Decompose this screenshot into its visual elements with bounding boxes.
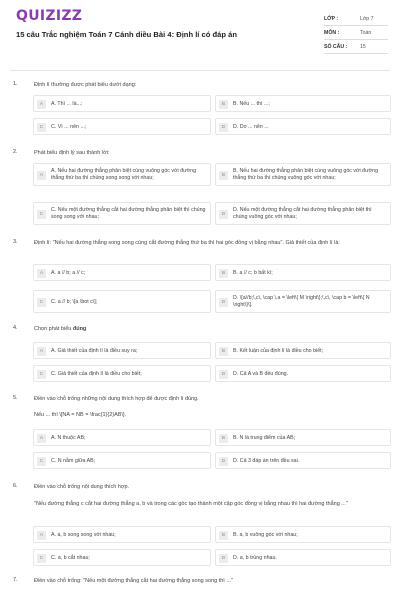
meta-row-grade	[324, 12, 388, 26]
option-a[interactable]	[33, 264, 211, 281]
question-subtext: Nếu ... thì \[NA = NB = \frac{1}{2}AB\].	[34, 412, 127, 418]
question-text-plain: Chọn phát biểu	[34, 326, 73, 332]
option-b[interactable]	[215, 264, 391, 281]
meta-row-subject	[324, 26, 388, 40]
meta-value: Lớp 7	[360, 16, 374, 22]
question-subtext: "Nếu đường thẳng c cắt hai đường thẳng a, b và trong các góc tạo thành một cặp góc đồng vị bằng nhau thì hai đường thẳng ..."	[34, 501, 348, 507]
option-c[interactable]	[33, 202, 211, 225]
option-letter: A	[37, 531, 46, 540]
option-letter: B	[219, 100, 228, 109]
option-b[interactable]	[215, 163, 391, 186]
option-c[interactable]	[33, 452, 211, 469]
option-b[interactable]	[215, 95, 391, 112]
option-b[interactable]	[215, 526, 391, 543]
option-a[interactable]	[33, 429, 211, 446]
option-letter: A	[37, 347, 46, 356]
question-number: 1.	[13, 81, 18, 87]
option-letter: A	[37, 171, 46, 180]
option-text: A. N thuộc AB;	[51, 435, 86, 441]
option-text: A. Thì ... là...;	[51, 101, 83, 107]
option-d[interactable]	[215, 365, 391, 382]
header	[0, 0, 400, 64]
option-letter: B	[219, 269, 228, 278]
option-letter: D	[219, 298, 228, 307]
question-text: Điền vào chỗ trống những nội dung thích hợp để được định lí đúng.	[34, 396, 199, 402]
option-text: A. Giả thiết của định lí là điều suy ra;	[51, 348, 138, 354]
meta-table	[324, 12, 388, 54]
option-text: B. Nếu hai đường thẳng phân biệt cùng vuông góc với đường thẳng thứ ba thì chúng vuông góc với nhau;	[233, 168, 379, 181]
option-a[interactable]	[33, 95, 211, 112]
question-number: 5.	[13, 395, 18, 401]
question-text: Định lí: "Nếu hai đường thẳng song song cùng cắt đường thẳng thứ ba thì hai góc đồng vị bằng nhau". Giả thiết của định lí là:	[34, 240, 340, 246]
option-text: D. Nếu một đường thẳng cắt hai đường thẳng phân biệt thì chúng vuông góc với nhau;	[233, 207, 372, 220]
option-letter: D	[219, 457, 228, 466]
option-b[interactable]	[215, 342, 391, 359]
option-letter: A	[37, 434, 46, 443]
option-letter: A	[37, 100, 46, 109]
option-text: C. N nằm giữa AB;	[51, 458, 96, 464]
option-d[interactable]	[215, 118, 391, 135]
question-text: Điền vào chỗ trống nội dung thích hợp.	[34, 484, 130, 490]
option-text: D. Do ... nên ...	[233, 124, 269, 130]
option-text: D. Cả A và B đều đúng.	[233, 371, 289, 377]
option-letter: D	[219, 554, 228, 563]
option-a[interactable]	[33, 342, 211, 359]
quizizz-logo[interactable]: QUIZIZZ	[16, 8, 83, 24]
option-letter: C	[37, 298, 46, 307]
option-letter: C	[37, 554, 46, 563]
meta-value: Toán	[360, 30, 372, 36]
meta-key: SỐ CÂU :	[324, 44, 348, 50]
question-number: 3.	[13, 239, 18, 245]
option-text: B. Nếu ... thì ...;	[233, 101, 270, 107]
option-text: C. a // b; \[a \bot c\];	[51, 299, 98, 305]
option-text: A. Nếu hai đường thẳng phân biệt cùng vuông góc với đường thẳng thứ ba thì chúng song song với nhau;	[51, 168, 197, 181]
question-number: 6.	[13, 483, 18, 489]
page-title: 15 câu Trắc nghiệm Toán 7 Cánh diều Bài 4: Định lí có đáp án	[16, 30, 237, 39]
question-number: 7.	[13, 577, 18, 583]
option-c[interactable]	[33, 118, 211, 135]
question-number: 4.	[13, 325, 18, 331]
option-b[interactable]	[215, 429, 391, 446]
option-letter: C	[37, 210, 46, 219]
option-text: A. a // b; a // c;	[51, 270, 86, 276]
question-text	[34, 325, 386, 333]
option-text: D. Cả 3 đáp án trên đều sai.	[233, 458, 300, 464]
option-text: D. a, b trùng nhau.	[233, 555, 277, 561]
option-text: C. Nếu một đường thẳng cắt hai đường thẳng phân biệt thì chúng song song với nhau;	[51, 207, 206, 220]
option-text: C. a, b cắt nhau;	[51, 555, 90, 561]
header-divider	[10, 70, 390, 71]
option-text: B. a, b vuông góc với nhau;	[233, 532, 298, 538]
option-letter: C	[37, 457, 46, 466]
option-letter: B	[219, 531, 228, 540]
question-text: Điền vào chỗ trống: "Nếu một đường thẳng cắt hai đường thẳng song song thì ..."	[34, 578, 233, 584]
option-text: A. a, b song song với nhau;	[51, 532, 116, 538]
option-text: B. N là trung điểm của AB;	[233, 435, 296, 441]
meta-key: MÔN :	[324, 30, 340, 36]
option-letter: D	[219, 370, 228, 379]
question-text: Định lí thường được phát biểu dưới dạng:	[34, 82, 137, 88]
option-c[interactable]	[33, 290, 211, 313]
meta-value: 15	[360, 44, 366, 50]
option-a[interactable]	[33, 526, 211, 543]
option-letter: A	[37, 269, 46, 278]
option-letter: B	[219, 434, 228, 443]
option-text: C. Giả thiết của định lí là điều cho biết;	[51, 371, 142, 377]
option-letter: C	[37, 370, 46, 379]
option-d[interactable]	[215, 452, 391, 469]
option-letter: D	[219, 210, 228, 219]
option-c[interactable]	[33, 365, 211, 382]
option-d[interactable]	[215, 290, 391, 313]
option-letter: B	[219, 347, 228, 356]
option-d[interactable]	[215, 202, 391, 225]
option-letter: C	[37, 123, 46, 132]
option-letter: B	[219, 171, 228, 180]
question-number: 2.	[13, 149, 18, 155]
question-text-bold: đúng	[72, 326, 87, 332]
option-letter: D	[219, 123, 228, 132]
option-c[interactable]	[33, 549, 211, 566]
option-text: B. Kết luận của định lí là điều cho biết;	[233, 348, 324, 354]
option-text: D. \[a//b;\,c\, \cap \,a = \left\{ M \right\};\,c\, \cap b = \left\{ N \right\}\].	[233, 295, 370, 308]
option-text: C. Vì ... nên ...;	[51, 124, 87, 130]
option-a[interactable]	[33, 163, 211, 186]
option-text: B. a // c; b bất kì;	[233, 270, 273, 276]
option-d[interactable]	[215, 549, 391, 566]
meta-row-count	[324, 40, 388, 54]
question-text: Phát biểu định lý sau thành lời:	[34, 150, 110, 156]
meta-key: LỚP :	[324, 16, 339, 22]
